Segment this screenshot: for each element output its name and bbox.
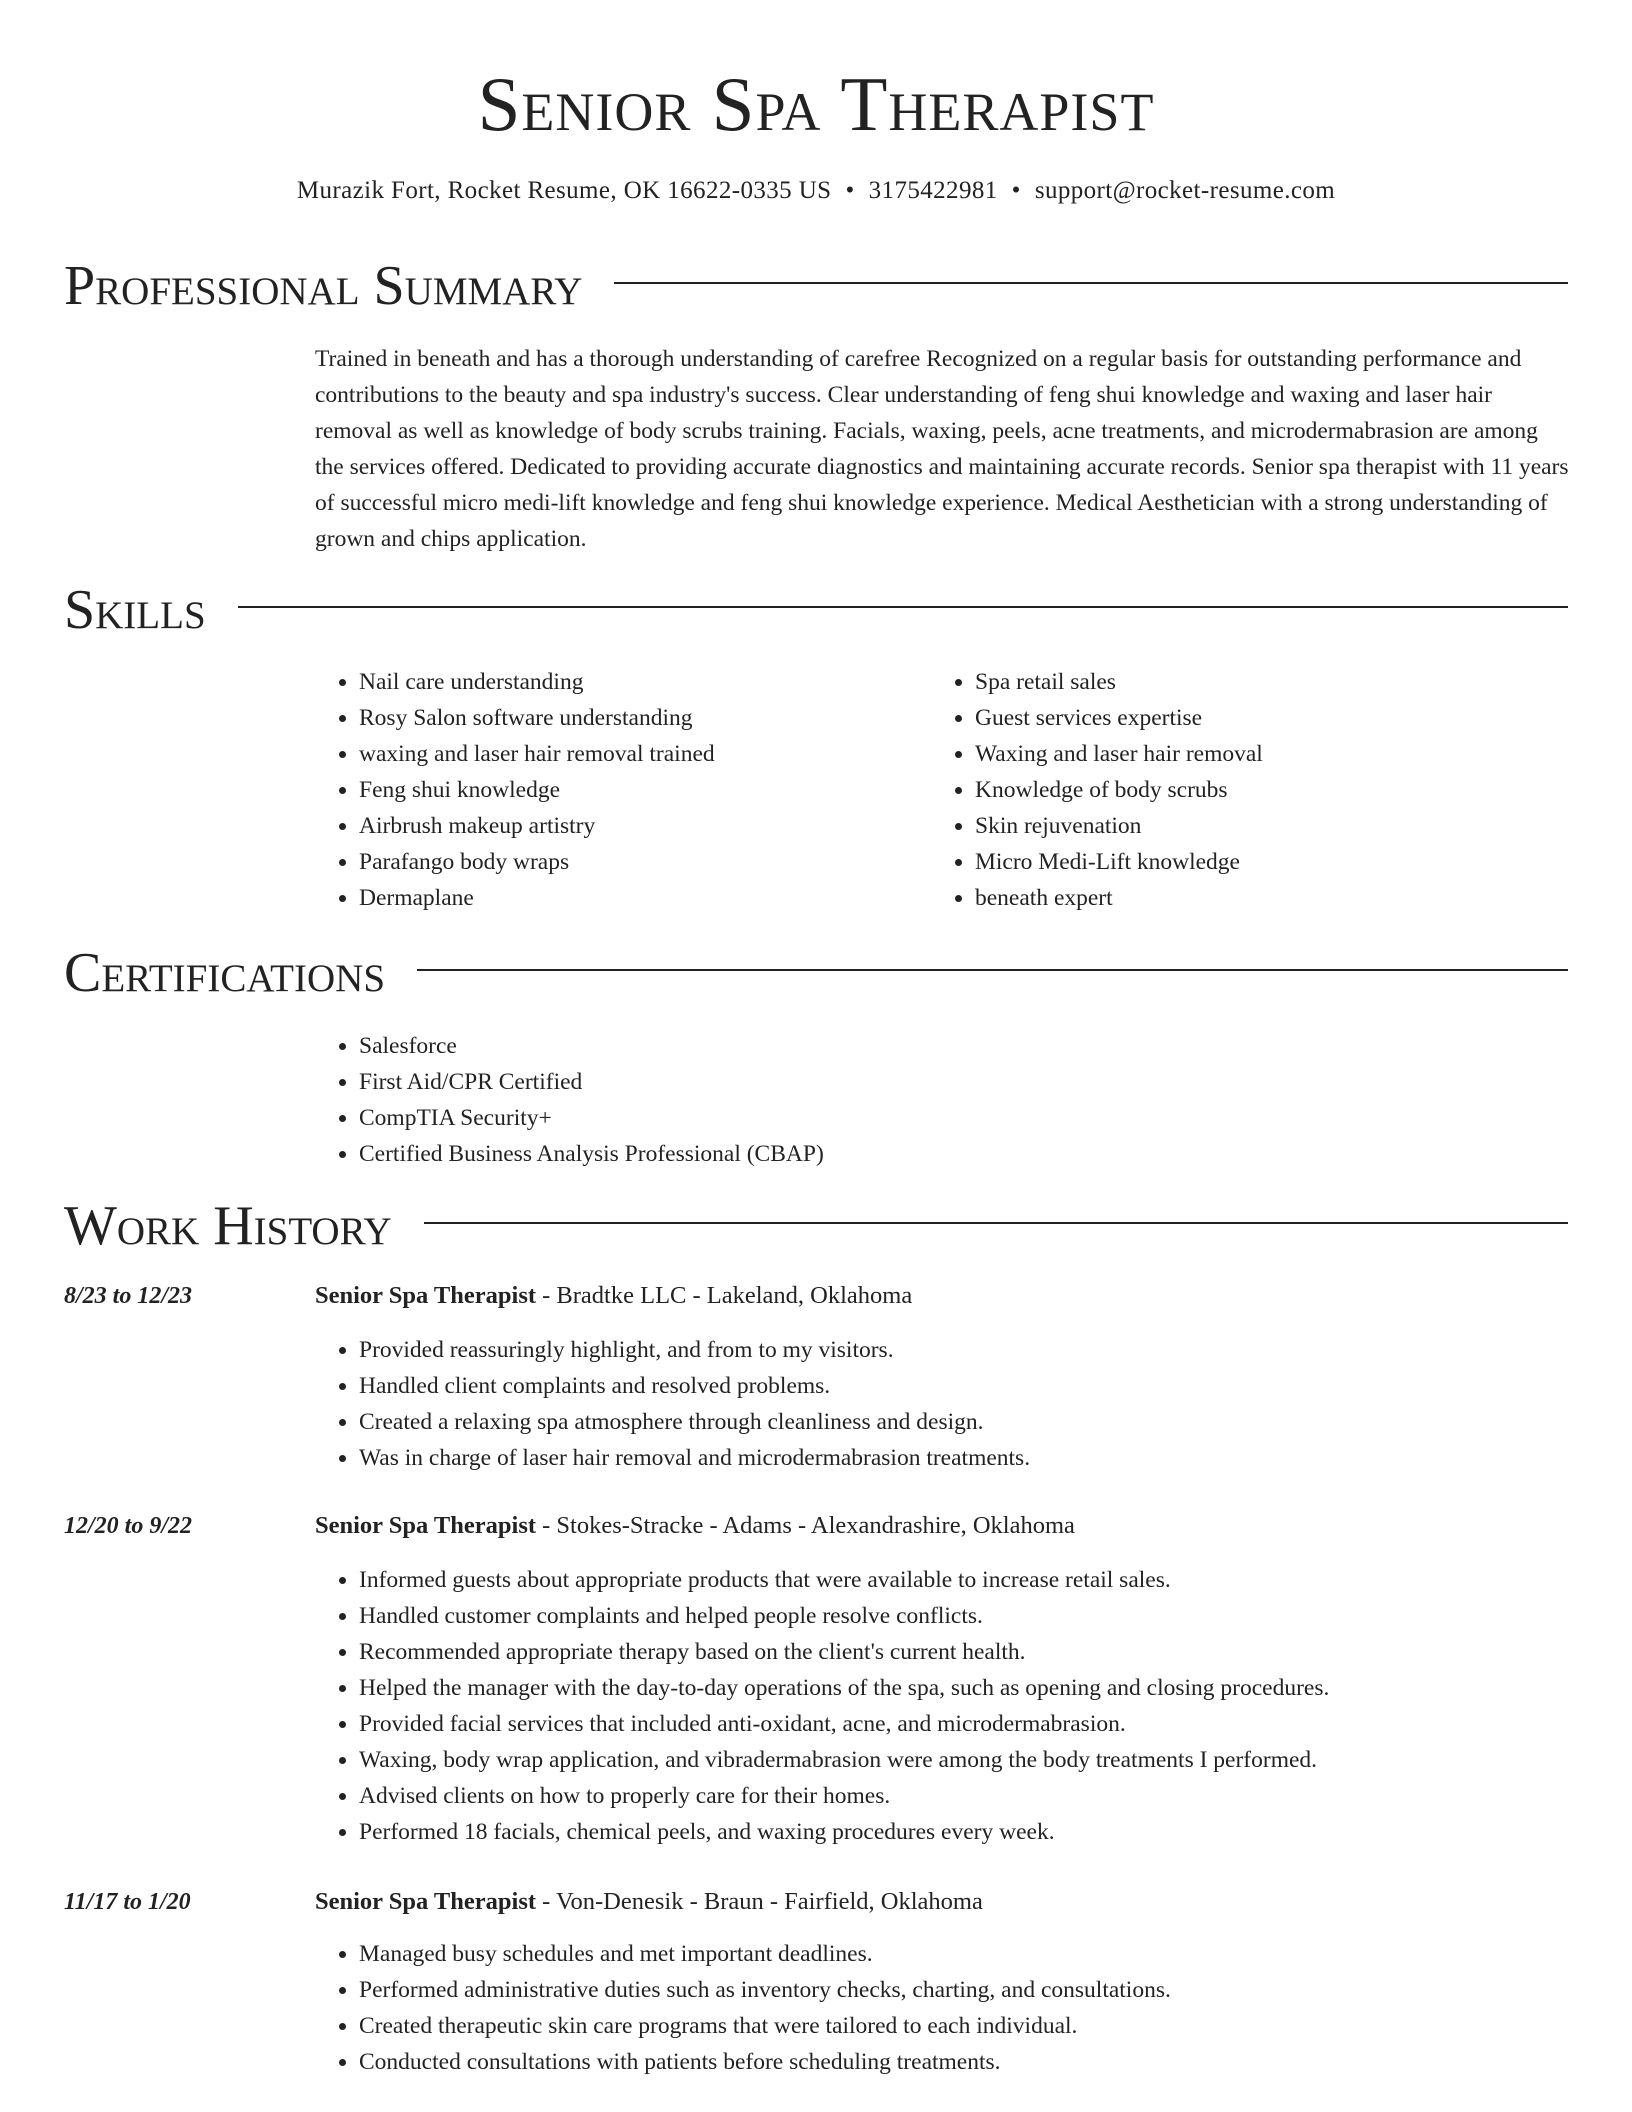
skill-item: • Dermaplane <box>359 880 915 916</box>
skill-item: • Parafango body wraps <box>359 844 915 880</box>
job-role: Senior Spa Therapist <box>315 1282 537 1309</box>
job-duties <box>315 1936 1570 2080</box>
section-divider <box>417 969 1568 971</box>
skill-item: • Knowledge of body scrubs <box>975 772 1531 808</box>
skill-item: • Airbrush makeup artistry <box>359 808 915 844</box>
skills-column-left <box>315 664 915 916</box>
section-divider <box>614 282 1568 284</box>
job-duty-item: • Conducted consultations with patients before scheduling treatments. <box>359 2044 1570 2080</box>
skill-item: • Waxing and laser hair removal <box>975 736 1531 772</box>
job-dates: 11/17 to 1/20 <box>64 1889 191 1915</box>
certifications-block <box>315 1028 1215 1172</box>
skills-list-right <box>931 664 1531 916</box>
certification-item: • First Aid/CPR Certified <box>359 1064 1215 1100</box>
job-dates: 8/23 to 12/23 <box>64 1283 193 1309</box>
job-duty-item: • Performed 18 facials, chemical peels, and waxing procedures every week. <box>359 1814 1570 1850</box>
skill-item: • Nail care understanding <box>359 664 915 700</box>
summary-heading: Professional Summary <box>64 255 583 317</box>
skill-item: • waxing and laser hair removal trained <box>359 736 915 772</box>
work-heading: Work History <box>64 1195 392 1257</box>
job-duty-item: • Handled customer complaints and helped people resolve conflicts. <box>359 1598 1570 1634</box>
skill-item: • beneath expert <box>975 880 1531 916</box>
contact-separator: • <box>845 177 855 204</box>
job-duties-list <box>315 1332 1570 1476</box>
job-duty-item: • Advised clients on how to properly care for their homes. <box>359 1778 1570 1814</box>
job-duty-item: • Helped the manager with the day-to-day operations of the spa, such as opening and closing procedures. <box>359 1670 1570 1706</box>
skill-item: • Skin rejuvenation <box>975 808 1531 844</box>
contact-email: support@rocket-resume.com <box>1034 177 1336 204</box>
certification-item: • CompTIA Security+ <box>359 1100 1215 1136</box>
job-duty-item: • Handled client complaints and resolved problems. <box>359 1368 1570 1404</box>
job-duty-item: • Was in charge of laser hair removal and microdermabrasion treatments. <box>359 1440 1570 1476</box>
work-section-header <box>64 1191 1568 1261</box>
job-title-line <box>315 1884 1570 1920</box>
certifications-section-header <box>64 938 1568 1008</box>
skill-item: • Feng shui knowledge <box>359 772 915 808</box>
job-company-location: - Von-Denesik - Braun - Fairfield, Oklahoma <box>536 1888 983 1915</box>
skill-item: • Rosy Salon software understanding <box>359 700 915 736</box>
skills-section-header <box>64 575 1568 645</box>
section-divider <box>238 606 1568 608</box>
job-duty-item: • Created a relaxing spa atmosphere through cleanliness and design. <box>359 1404 1570 1440</box>
skill-item: • Guest services expertise <box>975 700 1531 736</box>
job-company-location: - Bradtke LLC - Lakeland, Oklahoma <box>536 1282 913 1309</box>
job-duty-item: • Recommended appropriate therapy based on the client's current health. <box>359 1634 1570 1670</box>
skills-heading: Skills <box>64 579 206 641</box>
job-duties <box>315 1332 1570 1476</box>
job-duties-list <box>315 1936 1570 2080</box>
job-role: Senior Spa Therapist <box>315 1888 537 1915</box>
contact-address: Murazik Fort, Rocket Resume, OK 16622-0335 US <box>296 177 832 204</box>
certifications-heading: Certifications <box>64 942 386 1004</box>
job-duty-item: • Provided reassuringly highlight, and from to my visitors. <box>359 1332 1570 1368</box>
job-role: Senior Spa Therapist <box>315 1512 537 1539</box>
skill-item: • Spa retail sales <box>975 664 1531 700</box>
certification-item: • Salesforce <box>359 1028 1215 1064</box>
job-duty-item: • Created therapeutic skin care programs that were tailored to each individual. <box>359 2008 1570 2044</box>
skill-item: • Micro Medi-Lift knowledge <box>975 844 1531 880</box>
summary-text: Trained in beneath and has a thorough understanding of carefree Recognized on a regular basis for outstanding performance and contributions to the beauty and spa industry's success. Clear understanding of feng shui knowledge and waxing and laser hair removal as well as knowledge of body scrubs training. Facials, waxing, peels, acne treatments, and microdermabrasion are among the services offered. Dedicated to providing accurate diagnostics and maintaining accurate records. Senior spa therapist with 11 years of successful micro medi-lift knowledge and feng shui knowledge experience. Medical Aesthetician with a strong understanding of grown and chips application. <box>315 346 1569 552</box>
contact-separator: • <box>1011 177 1021 204</box>
certifications-list <box>315 1028 1215 1172</box>
contact-line <box>0 176 1632 206</box>
job-duties-list <box>315 1562 1570 1850</box>
resume-title: Senior Spa Therapist <box>477 61 1155 147</box>
job-duty-item: • Waxing, body wrap application, and vibradermabrasion were among the body treatments I performed. <box>359 1742 1570 1778</box>
skills-list-left <box>315 664 915 916</box>
job-duty-item: • Provided facial services that included anti-oxidant, acne, and microdermabrasion. <box>359 1706 1570 1742</box>
section-divider <box>424 1222 1568 1224</box>
job-company-location: - Stokes-Stracke - Adams - Alexandrashire, Oklahoma <box>536 1512 1075 1539</box>
job-duty-item: • Performed administrative duties such as inventory checks, charting, and consultations. <box>359 1972 1570 2008</box>
skills-column-right <box>931 664 1531 916</box>
summary-section-header <box>64 251 1568 321</box>
job-duty-item: • Informed guests about appropriate products that were available to increase retail sales. <box>359 1562 1570 1598</box>
job-dates: 12/20 to 9/22 <box>64 1513 193 1539</box>
job-duties <box>315 1562 1570 1850</box>
certification-item: • Certified Business Analysis Professional (CBAP) <box>359 1136 1215 1172</box>
contact-phone: 3175422981 <box>868 177 998 204</box>
job-duty-item: • Managed busy schedules and met important deadlines. <box>359 1936 1570 1972</box>
job-title-line <box>315 1508 1570 1544</box>
job-title-line <box>315 1278 1570 1314</box>
